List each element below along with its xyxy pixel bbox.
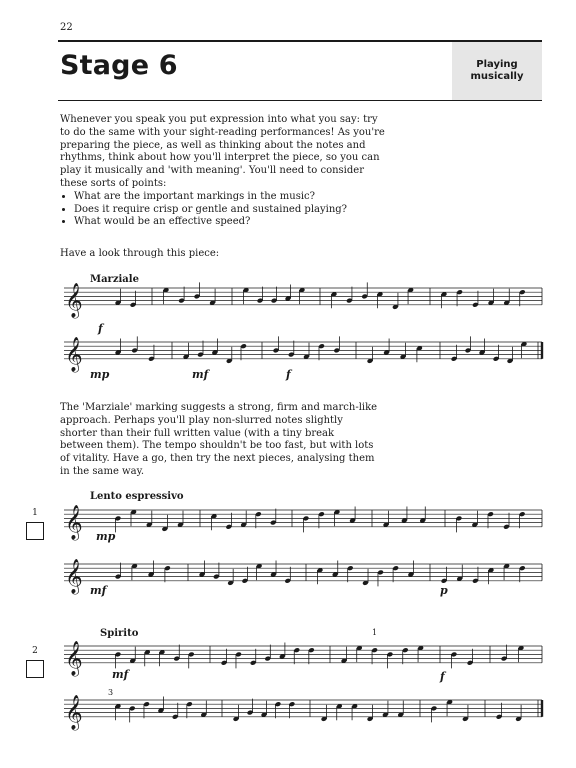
fingering-number: 1	[372, 628, 378, 637]
dynamic-marking: f	[98, 322, 103, 335]
exercise-number: 2	[32, 646, 38, 656]
dynamic-marking: mf	[192, 368, 209, 381]
dynamic-marking: f	[440, 670, 445, 683]
dynamic-marking: mp	[90, 368, 110, 381]
section-tag-line2: musically	[470, 71, 524, 82]
page-title: Stage 6	[60, 50, 178, 81]
treble-clef: 𝄞	[65, 558, 83, 594]
treble-clef: 𝄞	[65, 282, 83, 318]
section-tag-line1: Playing	[476, 59, 518, 70]
treble-clef: 𝄞	[65, 694, 83, 730]
bullet-item: • Does it require crisp or gentle and sustained playing?	[74, 204, 390, 217]
bullet-item: • What are the important markings in the music?	[74, 191, 390, 204]
dynamic-marking: mf	[90, 584, 107, 597]
dynamic-marking: f	[286, 368, 291, 381]
example-tempo: Marziale	[90, 274, 139, 285]
exercise-tempo: Spirito	[100, 628, 139, 639]
fingering-number: 3	[108, 688, 114, 697]
treble-clef: 𝄞	[65, 336, 83, 372]
page-number: 22	[60, 22, 73, 33]
dynamic-marking: p	[440, 584, 448, 597]
dynamic-marking: mp	[96, 530, 116, 543]
treble-clef: 𝄞	[65, 504, 83, 540]
exercise-number: 1	[32, 508, 38, 518]
treble-clef: 𝄞	[65, 640, 83, 676]
intro-prompt: Have a look through this piece:	[60, 248, 220, 259]
bullet-item: • What would be an effective speed?	[74, 216, 390, 229]
intro-paragraph: Whenever you speak you put expression into what you say: try to do the same with your sight-reading performances! As you're preparing the piece, as well as thinking about the notes and rhythms, think about how you'll interpret the piece, so you can play it musically and 'with meaning'. You'll need to consider these sorts of points:	[60, 114, 385, 189]
dynamic-marking: mf	[112, 668, 129, 681]
exercise-tempo: Lento espressivo	[90, 491, 184, 502]
closing-paragraph: The 'Marziale' marking suggests a strong, firm and march-like approach. Perhaps you'll play non-slurred notes slightly shorter than their full written value (with a tiny break between them). The tempo shouldn't be too fast, but with lots of vitality. Have a go, then try the next pieces, analysing them in the same way.	[60, 402, 378, 477]
